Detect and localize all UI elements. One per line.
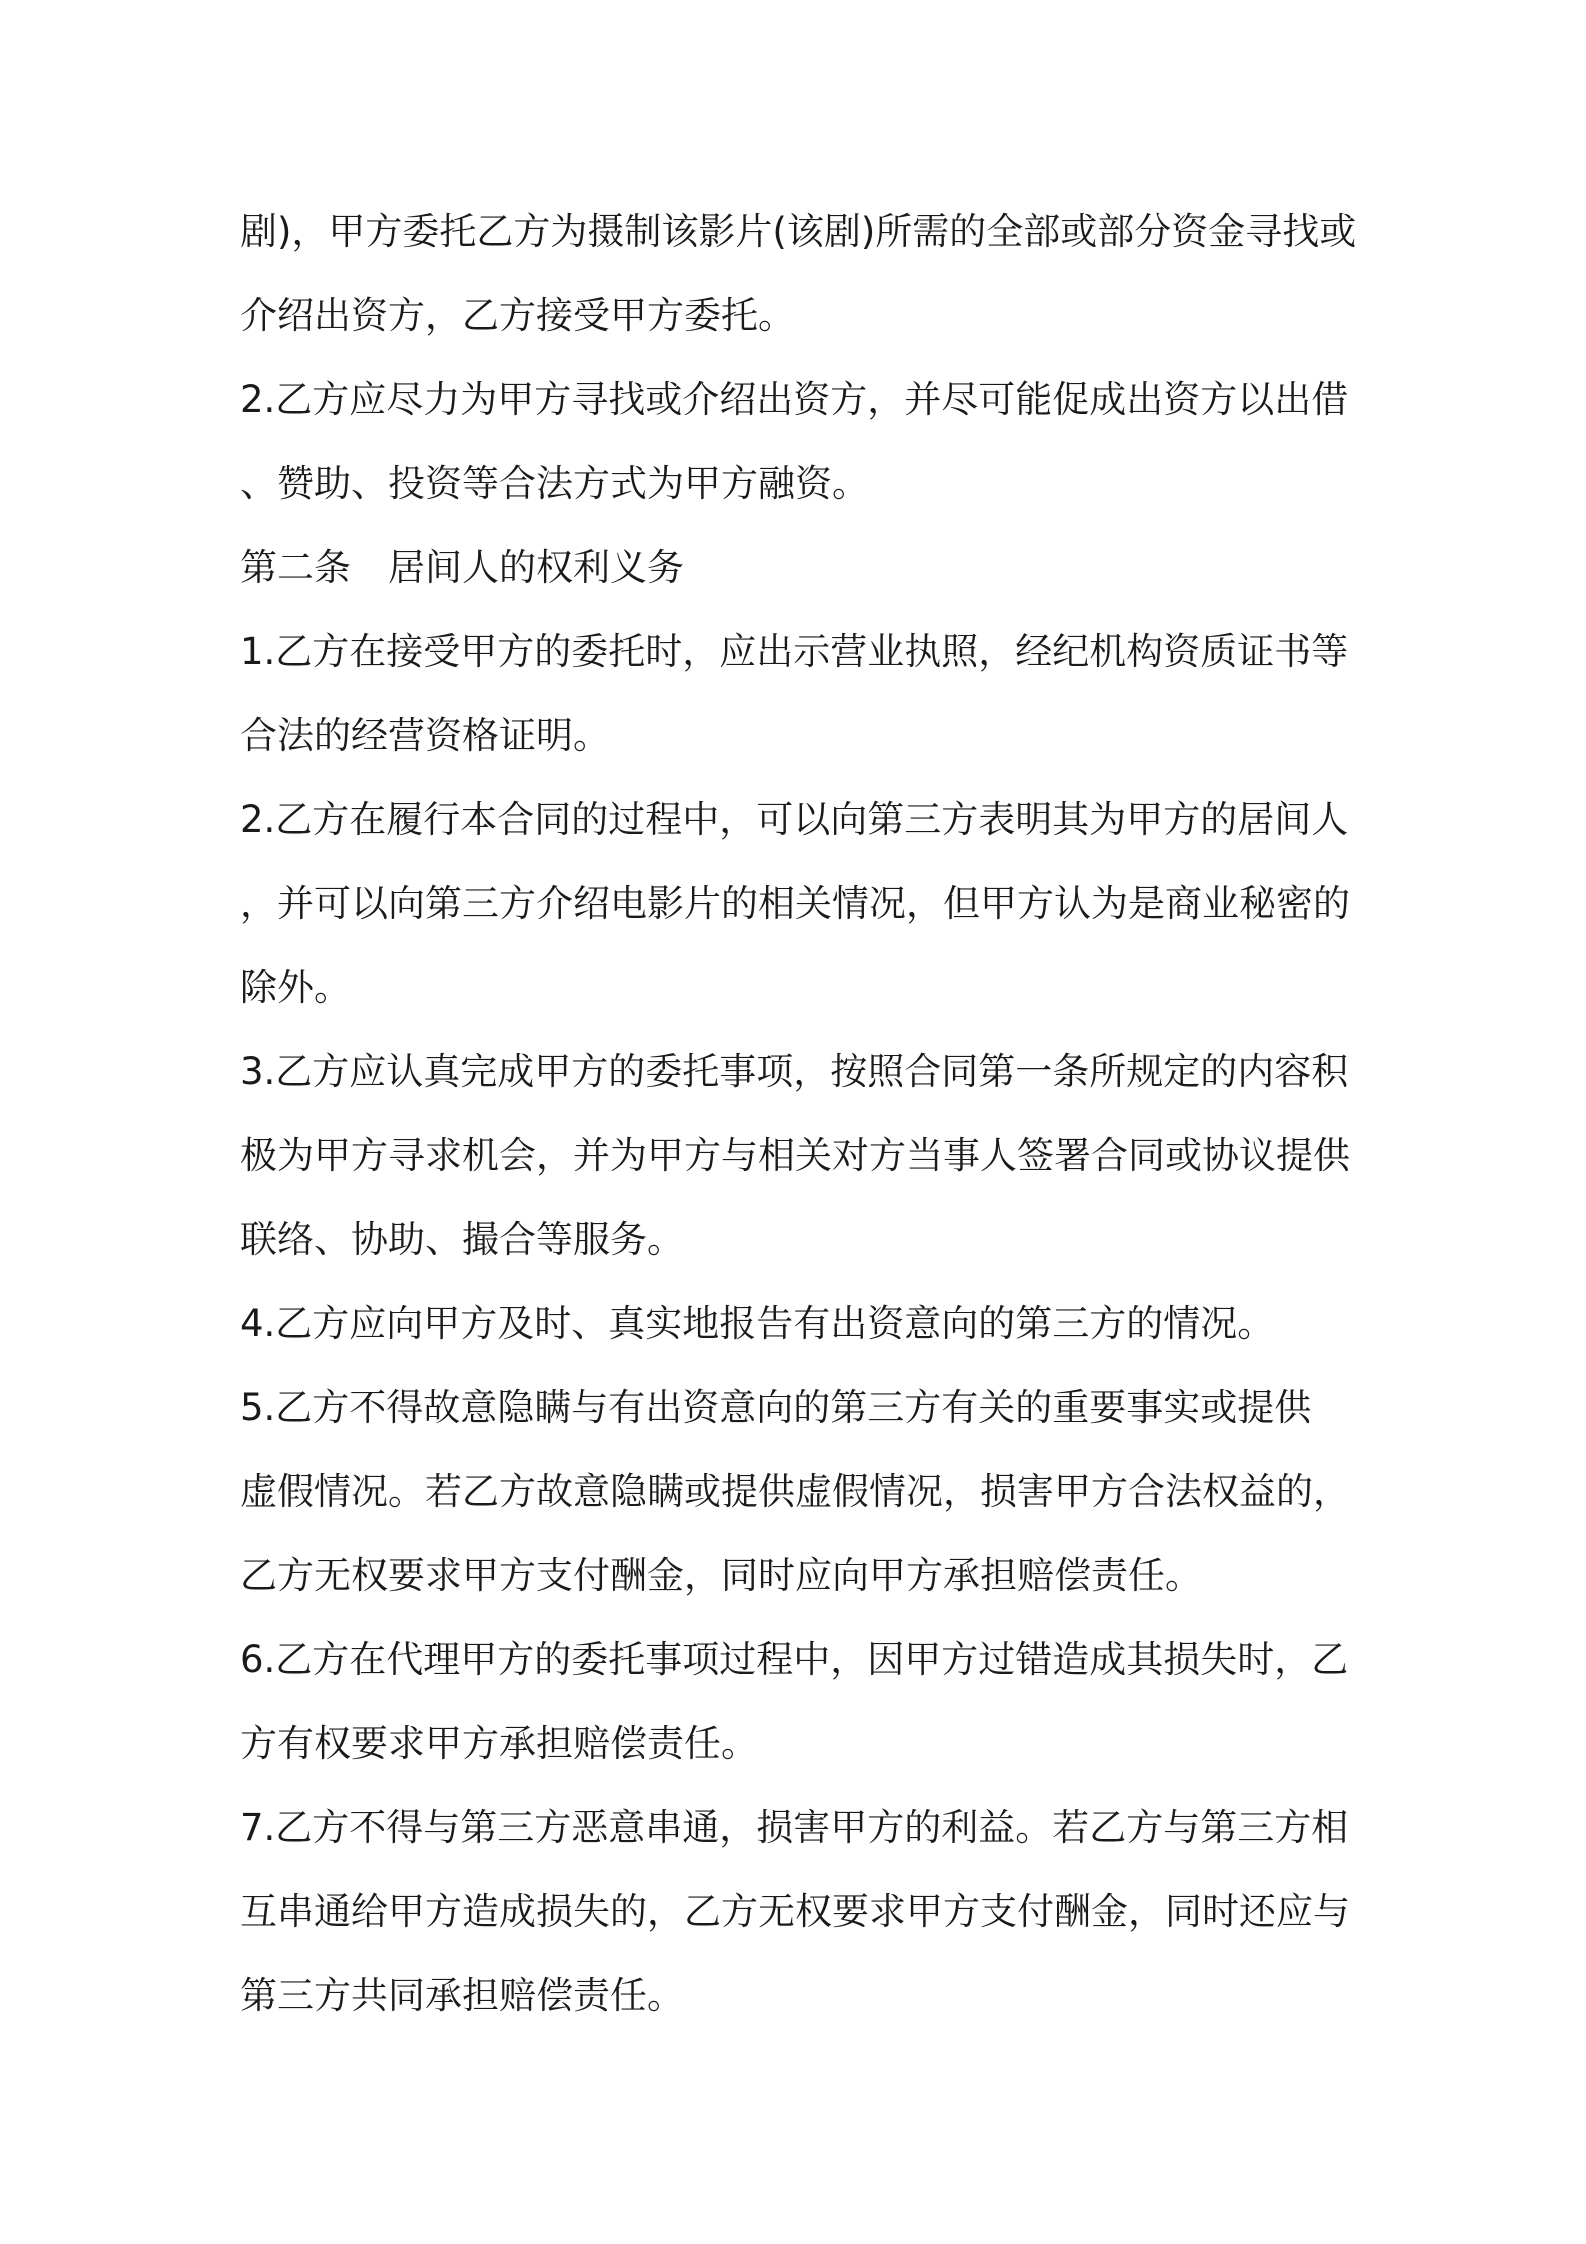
text-line: 6.乙方在代理甲方的委托事项过程中，因甲方过错造成其损失时，乙 xyxy=(240,1638,1349,1681)
text-line: 方有权要求甲方承担赔偿责任。 xyxy=(240,1722,758,1765)
text-line: 、赞助、投资等合法方式为甲方融资。 xyxy=(240,462,869,505)
text-line: 合法的经营资格证明。 xyxy=(240,714,610,757)
section-heading: 第二条 居间人的权利义务 xyxy=(240,546,684,589)
text-line: 互串通给甲方造成损失的，乙方无权要求甲方支付酬金，同时还应与 xyxy=(240,1890,1350,1933)
document-body xyxy=(240,190,1360,2038)
text-line: 4.乙方应向甲方及时、真实地报告有出资意向的第三方的情况。 xyxy=(240,1302,1275,1345)
text-line: 5.乙方不得故意隐瞒与有出资意向的第三方有关的重要事实或提供 xyxy=(240,1386,1312,1429)
text-line: 2.乙方在履行本合同的过程中，可以向第三方表明其为甲方的居间人 xyxy=(240,798,1349,841)
text-line: 乙方无权要求甲方支付酬金，同时应向甲方承担赔偿责任。 xyxy=(240,1554,1202,1597)
text-line: 剧)，甲方委托乙方为摄制该影片(该剧)所需的全部或部分资金寻找或 xyxy=(240,210,1357,253)
text-line: 7.乙方不得与第三方恶意串通，损害甲方的利益。若乙方与第三方相 xyxy=(240,1806,1349,1849)
text-line: 极为甲方寻求机会，并为甲方与相关对方当事人签署合同或协议提供 xyxy=(240,1134,1350,1177)
text-line: 除外。 xyxy=(240,966,351,1009)
text-line: 虚假情况。若乙方故意隐瞒或提供虚假情况，损害甲方合法权益的， xyxy=(240,1470,1350,1513)
text-line: 2.乙方应尽力为甲方寻找或介绍出资方，并尽可能促成出资方以出借 xyxy=(240,378,1349,421)
text-line: 1.乙方在接受甲方的委托时，应出示营业执照，经纪机构资质证书等 xyxy=(240,630,1349,673)
text-line: 3.乙方应认真完成甲方的委托事项，按照合同第一条所规定的内容积 xyxy=(240,1050,1349,1093)
text-line: 第三方共同承担赔偿责任。 xyxy=(240,1974,684,2017)
text-line: 介绍出资方，乙方接受甲方委托。 xyxy=(240,294,795,337)
text-line: ，并可以向第三方介绍电影片的相关情况，但甲方认为是商业秘密的 xyxy=(240,882,1350,925)
text-line: 联络、协助、撮合等服务。 xyxy=(240,1218,684,1261)
